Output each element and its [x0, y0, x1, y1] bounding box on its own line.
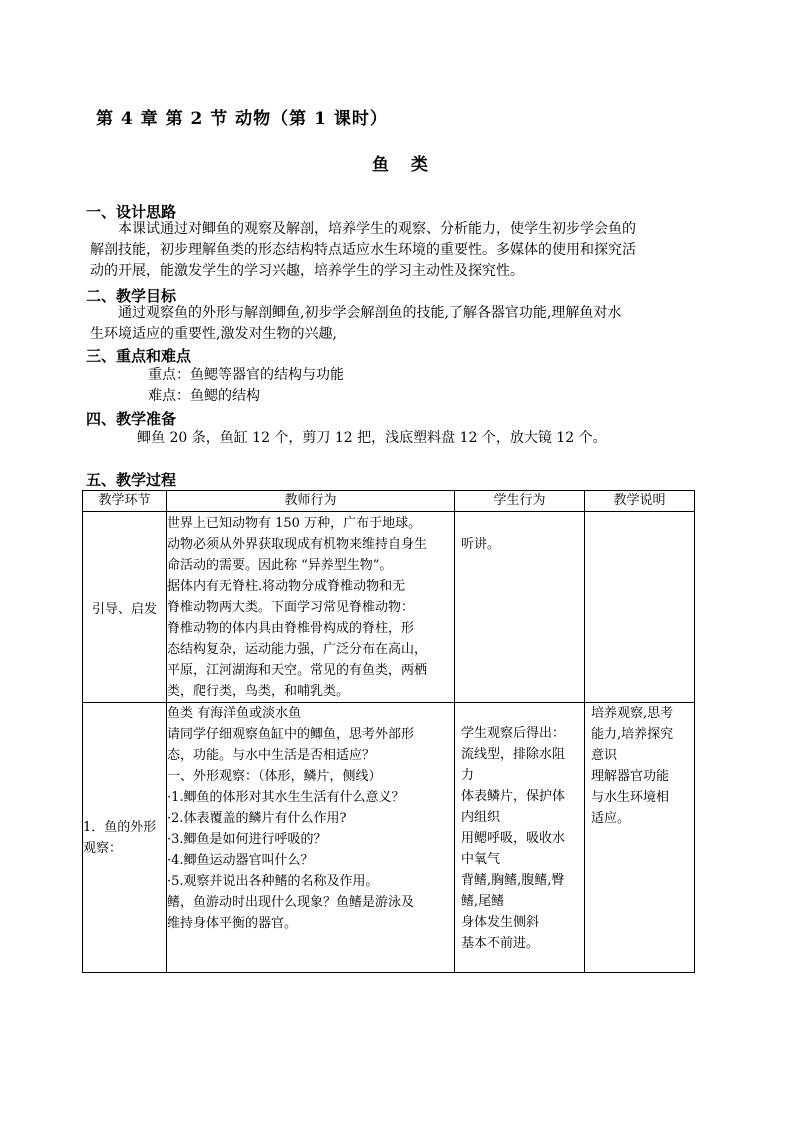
stage-cell	[83, 703, 167, 973]
student-line: 力	[461, 768, 475, 783]
student-cell	[455, 512, 585, 703]
teacher-line: ·2.体表覆盖的鳞片有什么作用?	[167, 811, 347, 826]
difficult-point: 难点：鱼鳃的结构	[148, 388, 260, 404]
teacher-line: 命活动的需要。因此称 “异养型生物”。	[167, 558, 393, 573]
note-cell	[585, 512, 695, 703]
student-line: 内组织	[461, 810, 501, 825]
teacher-line: ·1.鲫鱼的体形对其水生生活有什么意义？	[167, 790, 405, 805]
page-title: 第 4 章 第 2 节 动物（第 1 课时）	[96, 109, 388, 129]
header-note: 教学说明	[585, 491, 695, 512]
teacher-cell	[167, 512, 455, 703]
goals-line: 通过观察鱼的外形与解剖鲫鱼,初步学会解剖鱼的技能,了解各器官功能,理解鱼对水	[118, 305, 622, 321]
section-goals-heading: 二、教学目标	[86, 287, 177, 305]
student-line: 体表鳞片，保护体	[461, 789, 566, 804]
teacher-line: 动物必须从外界获取现成有机物来维持自身生	[167, 537, 428, 552]
teacher-line: 脊椎动物两大类。下面学习常见脊椎动物：	[167, 600, 415, 615]
page-subtitle: 鱼 类	[372, 155, 436, 175]
teacher-line: 请同学仔细观察鱼缸中的鲫鱼，思考外部形	[167, 727, 415, 742]
teacher-line: 维持身体平衡的器官。	[167, 916, 298, 931]
table-row	[83, 703, 695, 973]
student-cell	[455, 703, 585, 973]
teacher-line: ·4.鲫鱼运动器官叫什么？	[167, 853, 314, 868]
stage-cell: 引导、启发	[83, 512, 167, 703]
teacher-line: 平原，江河湖海和天空。常见的有鱼类，两栖	[167, 663, 428, 678]
stage-line: 1．鱼的外形	[83, 819, 157, 835]
section-goals-body	[90, 303, 730, 345]
goals-line: 生环境适应的重要性,激发对生物的兴趣,	[90, 326, 337, 342]
note-cell	[585, 703, 695, 973]
teacher-line: ·5.观察并说出各种鳍的名称及作用。	[167, 874, 379, 889]
teacher-cell	[167, 703, 455, 973]
student-line: 用鳃呼吸，吸收水	[461, 831, 566, 846]
student-line: 流线型，排除水阻	[461, 747, 566, 762]
student-line: 鳍,尾鳍	[461, 894, 505, 909]
section-process-heading: 五、教学过程	[86, 471, 177, 489]
header-student: 学生行为	[455, 491, 585, 512]
student-line: 基本不前进。	[461, 936, 540, 951]
student-line: 听讲。	[461, 537, 501, 552]
prep-text: 鲫鱼 20 条，鱼缸 12 个，剪刀 12 把，浅底塑料盘 12 个，放大镜 12 个。	[137, 430, 607, 446]
teacher-line: 一、外形观察：（体形，鳞片，侧线）	[167, 769, 382, 784]
student-line: 身体发生侧斜	[461, 915, 540, 930]
teaching-process-table	[82, 490, 695, 973]
section-design-body	[90, 219, 730, 282]
stage-line: 观察：	[83, 840, 123, 856]
student-line: 背鳍,胸鳍,腹鳍,臀	[461, 873, 565, 888]
note-line: 培养观察,思考	[591, 706, 674, 721]
teacher-line: 鳍，鱼游动时出现什么现象？鱼鳍是游泳及	[167, 895, 415, 910]
design-line: 解剖技能，初步理解鱼类的形态结构特点适应水生环境的重要性。多媒体的使用和探究活	[90, 242, 636, 258]
teacher-line: 鱼类 有海洋鱼或淡水鱼	[167, 706, 302, 721]
teacher-line: ·3.鲫鱼是如何进行呼吸的？	[167, 832, 327, 847]
student-line: 学生观察后得出：	[461, 726, 566, 741]
teacher-line: 态，功能。与水中生活是否相适应？	[167, 748, 376, 763]
note-line: 与水生环境相	[591, 790, 670, 805]
note-line: 能力,培养探究	[591, 727, 674, 742]
design-line: 动的开展，能激发学生的学习兴趣，培养学生的学习主动性及探究性。	[90, 263, 524, 279]
note-line: 理解器官功能	[591, 769, 670, 784]
teacher-line: 态结构复杂，运动能力强，广泛分布在高山，	[167, 642, 428, 657]
teacher-line: 世界上已知动物有 150 万种，广布于地球。	[167, 516, 422, 531]
table-row	[83, 512, 695, 703]
section-prep-heading: 四、教学准备	[86, 410, 177, 428]
design-line: 本课试通过对鲫鱼的观察及解剖，培养学生的观察、分析能力，使学生初步学会鱼的	[118, 221, 636, 237]
note-line: 适应。	[591, 811, 631, 826]
student-line: 中氧气	[461, 852, 501, 867]
section-key-heading: 三、重点和难点	[86, 347, 192, 365]
teacher-line: 脊椎动物的体内具由脊椎骨构成的脊柱，形	[167, 621, 415, 636]
header-teacher: 教师行为	[167, 491, 455, 512]
section-design-heading: 一、设计思路	[86, 203, 177, 221]
note-line: 意识	[591, 748, 618, 763]
table-header-row	[83, 491, 695, 512]
header-stage: 教学环节	[83, 491, 167, 512]
teacher-line: 据体内有无脊柱.将动物分成脊椎动物和无	[167, 579, 406, 594]
teacher-line: 类，爬行类，鸟类，和哺乳类。	[167, 684, 350, 699]
key-point: 重点：鱼鳃等器官的结构与功能	[148, 367, 344, 383]
